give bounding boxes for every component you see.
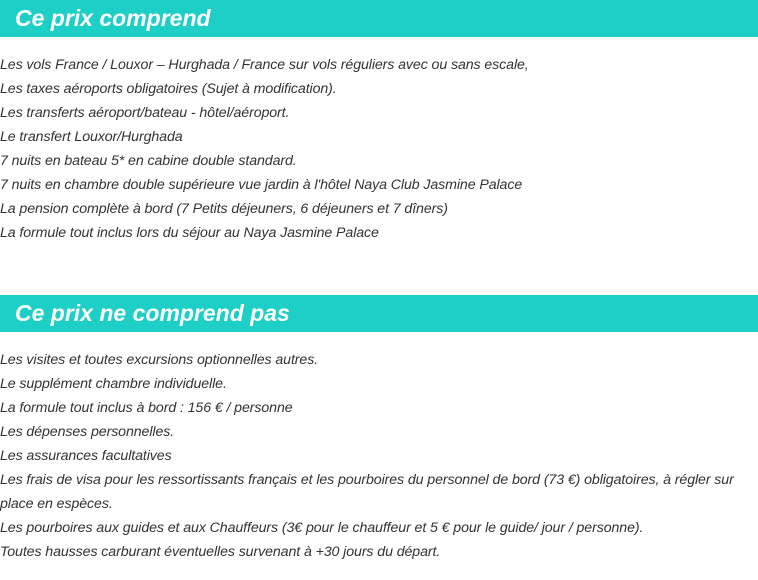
includes-item: 7 nuits en bateau 5* en cabine double standard.: [0, 153, 297, 169]
excludes-item: Les visites et toutes excursions optionnelles autres.: [0, 352, 319, 368]
excludes-item: Les assurances facultatives: [0, 448, 172, 464]
excludes-item: Le supplément chambre individuelle.: [0, 376, 227, 392]
includes-title: Ce prix comprend: [15, 5, 211, 31]
includes-item: Le transfert Louxor/Hurghada: [0, 129, 183, 145]
excludes-item: La formule tout inclus à bord : 156 € / personne: [0, 400, 293, 416]
includes-item: Les transferts aéroport/bateau - hôtel/aéroport.: [0, 105, 290, 121]
excludes-header: [0, 295, 758, 332]
excludes-item: Les dépenses personnelles.: [0, 424, 175, 440]
excludes-item: Les pourboires aux guides et aux Chauffeurs (3€ pour le chauffeur et 5 € pour le guide/ jour / personne).: [0, 520, 644, 536]
includes-item: La pension complète à bord (7 Petits déjeuners, 6 déjeuners et 7 dîners): [0, 201, 448, 217]
excludes-title: Ce prix ne comprend pas: [15, 300, 290, 326]
includes-item: 7 nuits en chambre double supérieure vue jardin à l'hôtel Naya Club Jasmine Palace: [0, 177, 523, 193]
includes-header: [0, 0, 758, 37]
excludes-item: Les frais de visa pour les ressortissants français et les pourboires du personnel de bord (73 €) obligatoires, à régler sur place en espèces.: [0, 472, 734, 512]
includes-item: Les vols France / Louxor – Hurghada / France sur vols réguliers avec ou sans escale,: [0, 57, 529, 73]
includes-list: [0, 53, 750, 245]
excludes-list: [0, 348, 750, 564]
excludes-item: Toutes hausses carburant éventuelles survenant à +30 jours du départ.: [0, 544, 441, 560]
includes-item: La formule tout inclus lors du séjour au Naya Jasmine Palace: [0, 225, 379, 241]
includes-item: Les taxes aéroports obligatoires (Sujet à modification).: [0, 81, 337, 97]
